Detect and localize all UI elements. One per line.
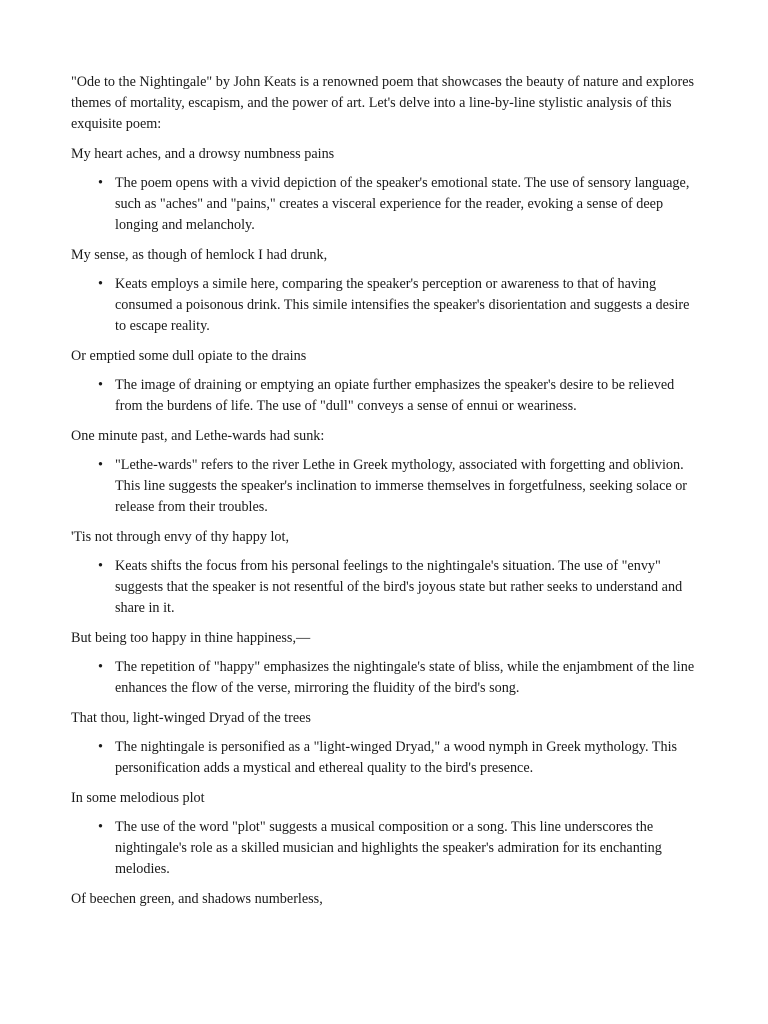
poem-line: 'Tis not through envy of thy happy lot,: [71, 529, 290, 545]
poem-section: [71, 426, 698, 518]
bullet-icon: •: [98, 377, 103, 393]
poem-section: [71, 628, 698, 699]
bullet-icon: •: [98, 175, 103, 191]
poem-section: [71, 346, 698, 417]
analysis-list: [71, 657, 698, 699]
poem-line: Or emptied some dull opiate to the drains: [71, 348, 307, 364]
analysis-bullet: [71, 173, 698, 236]
analysis-text: The image of draining or emptying an opiate further emphasizes the speaker's desire to be relieved from the burdens of life. The use of "dull" conveys a sense of ennui or weariness.: [115, 377, 675, 414]
bullet-icon: •: [98, 276, 103, 292]
poem-section: [71, 144, 698, 236]
analysis-bullet: [71, 375, 698, 417]
poem-section: [71, 889, 698, 910]
analysis-bullet: [71, 274, 698, 337]
poem-section: [71, 245, 698, 337]
analysis-list: [71, 274, 698, 337]
bullet-icon: •: [98, 558, 103, 574]
poem-line: But being too happy in thine happiness,—: [71, 630, 311, 646]
bullet-icon: •: [98, 819, 103, 835]
analysis-bullet: [71, 455, 698, 518]
analysis-text: The use of the word "plot" suggests a musical composition or a song. This line underscores the nightingale's role as a skilled musician and highlights the speaker's admiration for its enchanting melodies.: [115, 819, 662, 877]
analysis-text: "Lethe-wards" refers to the river Lethe in Greek mythology, associated with forgetting and oblivion. This line suggests the speaker's inclination to immerse themselves in forgetfulness, seeking solace or release from their troubles.: [115, 457, 688, 515]
analysis-bullet: [71, 737, 698, 779]
analysis-list: [71, 455, 698, 518]
bullet-icon: •: [98, 457, 103, 473]
analysis-sections: [71, 144, 698, 910]
poem-section: [71, 527, 698, 619]
analysis-text: The poem opens with a vivid depiction of the speaker's emotional state. The use of sensory language, such as "aches" and "pains," creates a visceral experience for the reader, evoking a sense of deep longing and melancholy.: [115, 175, 690, 233]
analysis-text: The repetition of "happy" emphasizes the nightingale's state of bliss, while the enjambment of the line enhances the flow of the verse, mirroring the fluidity of the bird's song.: [115, 659, 695, 696]
bullet-icon: •: [98, 739, 103, 755]
poem-section: [71, 788, 698, 880]
analysis-list: [71, 375, 698, 417]
poem-line: That thou, light-winged Dryad of the trees: [71, 710, 311, 726]
poem-line: In some melodious plot: [71, 790, 205, 806]
intro-paragraph: "Ode to the Nightingale" by John Keats is a renowned poem that showcases the beauty of nature and explores themes of mortality, escapism, and the power of art. Let's delve into a line-by-line stylistic analysis of this exquisite poem:: [71, 74, 695, 132]
poem-line: My sense, as though of hemlock I had drunk,: [71, 247, 328, 263]
poem-line: My heart aches, and a drowsy numbness pains: [71, 146, 335, 162]
analysis-text: Keats employs a simile here, comparing the speaker's perception or awareness to that of having consumed a poisonous drink. This simile intensifies the speaker's disorientation and suggests a desire to escape reality.: [115, 276, 690, 334]
analysis-list: [71, 737, 698, 779]
analysis-list: [71, 556, 698, 619]
analysis-text: Keats shifts the focus from his personal feelings to the nightingale's situation. The use of "envy" suggests that the speaker is not resentful of the bird's joyous state but rather seeks to understand and share in it.: [115, 558, 683, 616]
analysis-bullet: [71, 556, 698, 619]
poem-section: [71, 708, 698, 779]
analysis-bullet: [71, 817, 698, 880]
poem-line: Of beechen green, and shadows numberless,: [71, 891, 323, 907]
analysis-list: [71, 817, 698, 880]
poem-line: One minute past, and Lethe-wards had sunk:: [71, 428, 325, 444]
analysis-text: The nightingale is personified as a "light-winged Dryad," a wood nymph in Greek mythology. This personification adds a mystical and ethereal quality to the bird's presence.: [115, 739, 678, 776]
analysis-bullet: [71, 657, 698, 699]
analysis-list: [71, 173, 698, 236]
bullet-icon: •: [98, 659, 103, 675]
